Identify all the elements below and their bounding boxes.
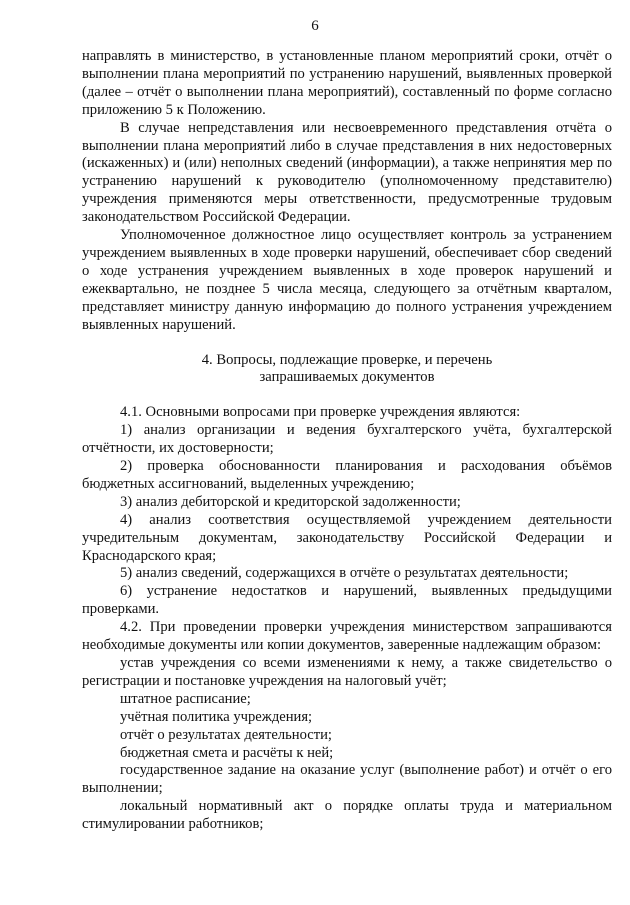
list-item: 3) анализ дебиторской и кредиторской задолженности; [120, 493, 461, 510]
spacer [82, 335, 612, 352]
section-heading-line-1: 4. Вопросы, подлежащие проверке, и перечень [201, 351, 493, 368]
list-item: 2) проверка обоснованности планирования и расходования объёмов бюджетных ассигнований, выделенных учреждению; [82, 458, 612, 492]
paragraph: Уполномоченное должностное лицо осуществляет контроль за устранением учреждением выявленных в ходе проверки нарушений, обеспечивает сбор сведений о ходе устранения учреждением выявленных в ходе проверок нарушений и ежеквартально, не позднее 5 числа месяца, следующего за отчётным кварталом, представляет министру данную информацию до полного устранения учреждением выявленных нарушений. [82, 227, 612, 333]
document-body [82, 48, 612, 834]
section-heading-line-2: запрашиваемых документов [259, 369, 435, 386]
list-item: 5) анализ сведений, содержащихся в отчёте о результатах деятельности; [120, 565, 569, 582]
list-item: 6) устранение недостатков и нарушений, выявленных предыдущими проверками. [82, 583, 612, 618]
paragraph-continuation: направлять в министерство, в установленные планом мероприятий сроки, отчёт о выполнении плана мероприятий по устранению нарушений, выявленных проверкой (далее – отчёт о выполнении плана мероприятий), составленный по форме согласно приложению 5 к Положению. [82, 48, 612, 118]
list-item: 4) анализ соответствия осуществляемой учреждением деятельности учредительным документам, законодательству Российской Федерации и Краснодарского края; [82, 511, 612, 564]
list-item: учётная политика учреждения; [120, 708, 313, 725]
list-item: отчёт о результатах деятельности; [120, 726, 332, 743]
paragraph: 4.2. При проведении проверки учреждения министерством запрашиваются необходимые документы или копии документов, заверенные надлежащим образом: [82, 619, 612, 654]
list-item: локальный нормативный акт о порядке оплаты труда и материальном стимулировании работников; [82, 798, 612, 833]
paragraph: 4.1. Основными вопросами при проверке учреждения являются: [120, 404, 521, 421]
page-number: 6 [311, 18, 319, 34]
list-item: штатное расписание; [120, 690, 251, 707]
list-item: 1) анализ организации и ведения бухгалтерского учёта, бухгалтерской отчётности, их достоверности; [82, 422, 612, 457]
paragraph: В случае непредставления или несвоевременного представления отчёта о выполнении плана мероприятий либо в случае представления в них недостоверных (искаженных) и (или) неполных сведений (информации), а также непринятия мер по устранению нарушений к руководителю (уполномоченному представителю) учреждения применяются меры ответственности, предусмотренные трудовым законодательством Российской Федерации. [82, 119, 612, 226]
section-heading [82, 352, 612, 388]
list-item: устав учреждения со всеми изменениями к нему, а также свидетельство о регистрации и постановке учреждения на налоговый учёт; [82, 655, 612, 689]
list-item: бюджетная смета и расчёты к ней; [120, 744, 334, 761]
list-item: государственное задание на оказание услуг (выполнение работ) и отчёт о его выполнении; [82, 762, 612, 797]
spacer [82, 387, 612, 404]
